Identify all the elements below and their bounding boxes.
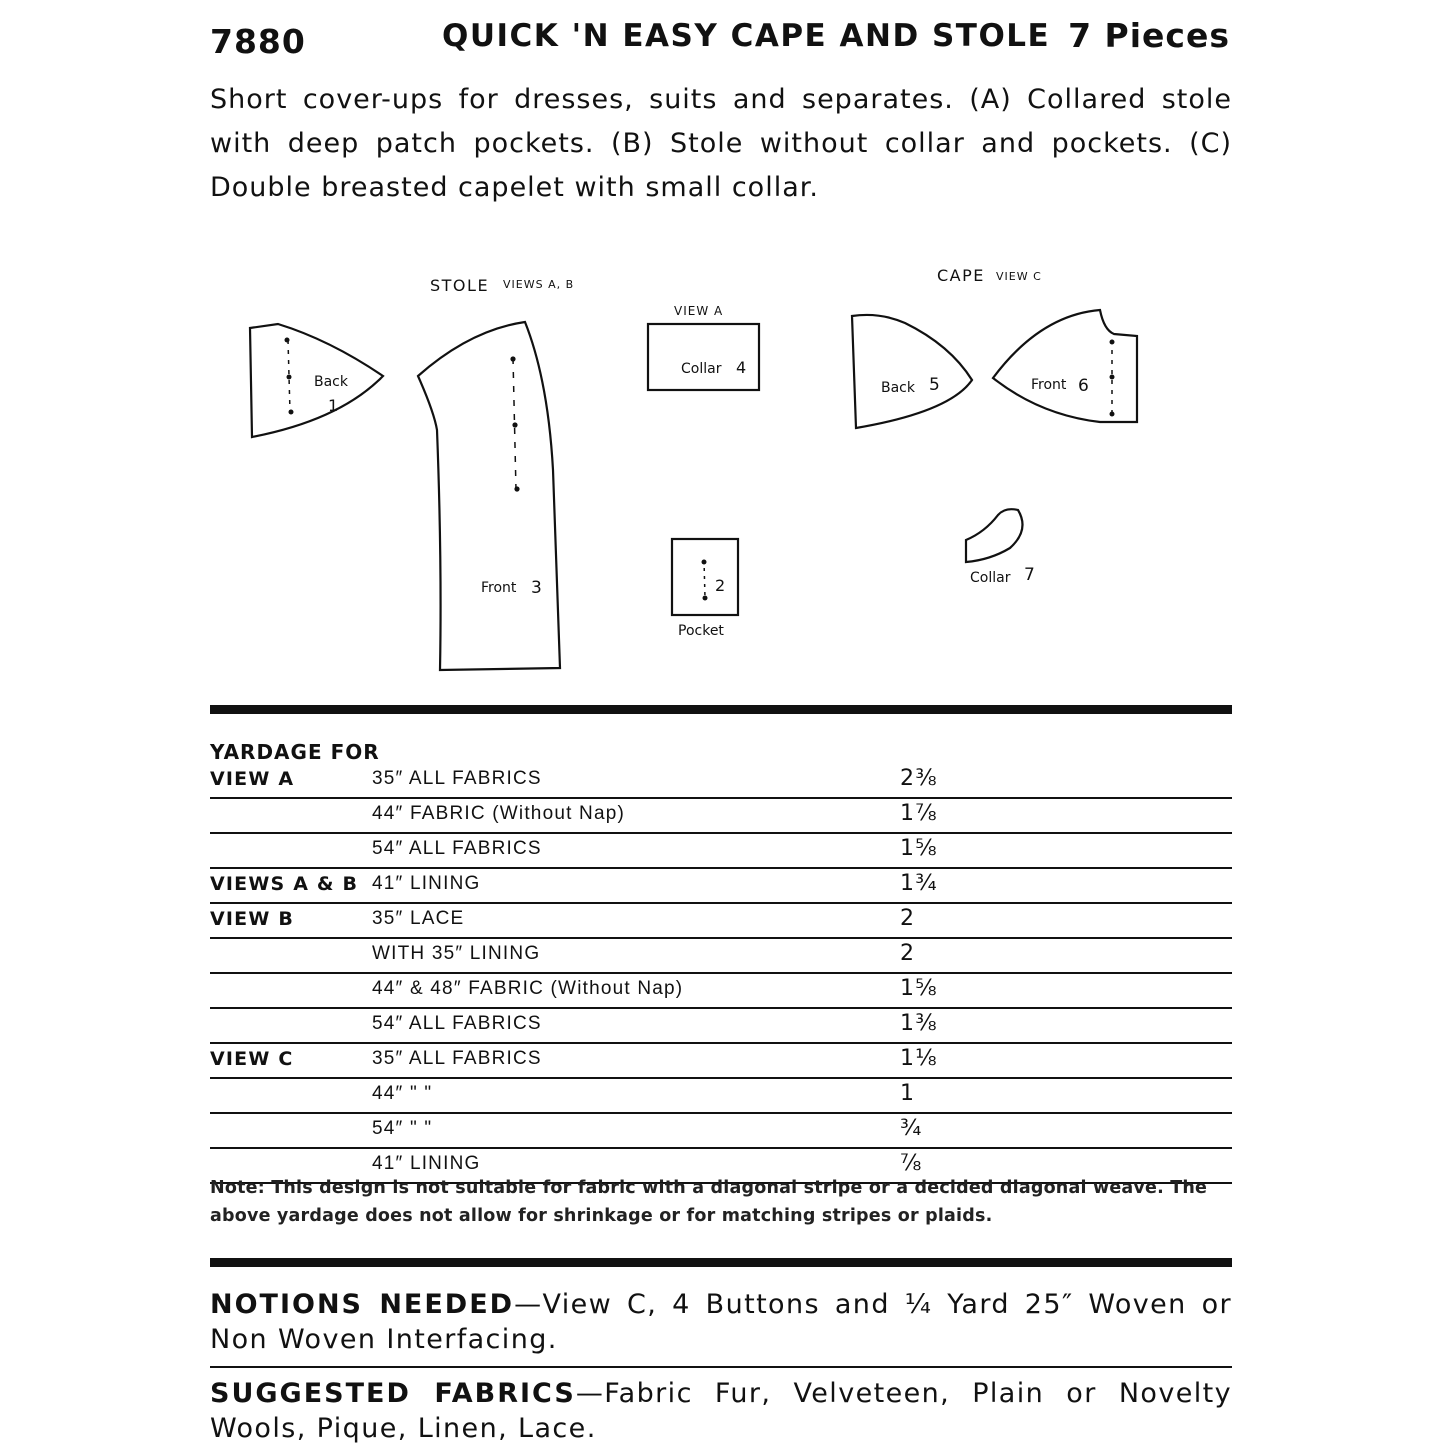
yardage-row	[210, 1009, 1232, 1044]
yardage-amount: 1⅝	[900, 836, 938, 861]
piece-front-6-outline	[993, 310, 1137, 422]
stole-label: STOLE	[430, 276, 490, 295]
yardage-table	[210, 764, 1232, 1184]
section-divider	[210, 705, 1232, 714]
piece-pocket-2-number: 2	[715, 576, 726, 595]
yardage-amount: 1¾	[900, 871, 938, 896]
yardage-note: Note: This design is not suitable for fabric with a diagonal stripe or a decided diagonal weave. The above yardage does not allow for shrinkage or for matching stripes or plaids.	[210, 1178, 1208, 1226]
piece-back-5-outline	[852, 315, 972, 428]
yardage-fabric: 41″ LINING	[372, 873, 481, 894]
yardage-row	[210, 939, 1232, 974]
yardage-view: VIEW B	[210, 908, 295, 930]
yardage-view: VIEW A	[210, 768, 295, 790]
yardage-fabric: 35″ LACE	[372, 908, 465, 929]
fabrics-heading: SUGGESTED FABRICS	[210, 1378, 576, 1409]
yardage-row	[210, 974, 1232, 1009]
piece-collar-7-name: Collar	[970, 570, 1011, 586]
yardage-amount: 1	[900, 1081, 916, 1106]
yardage-amount: 2	[900, 906, 916, 931]
piece-back-1-name: Back	[314, 374, 348, 390]
yardage-fabric: 35″ ALL FABRICS	[372, 1048, 542, 1069]
piece-back-5-name: Back	[881, 380, 915, 396]
yardage-amount: ¾	[900, 1116, 923, 1141]
yardage-amount: 1⅝	[900, 976, 938, 1001]
view-a-label: VIEW A	[674, 304, 724, 318]
yardage-amount: 1⅞	[900, 801, 938, 826]
piece-front-3-number: 3	[531, 578, 542, 598]
section-divider	[210, 1258, 1232, 1267]
yardage-fabric: 41″ LINING	[372, 1153, 481, 1174]
piece-collar-7-number: 7	[1024, 565, 1035, 585]
yardage-fabric: 44″ & 48″ FABRIC (Without Nap)	[372, 978, 684, 999]
pattern-pieces-diagram	[0, 250, 1445, 690]
piece-collar-4-outline	[648, 324, 759, 390]
yardage-heading: YARDAGE FOR	[210, 740, 380, 764]
yardage-row	[210, 1114, 1232, 1149]
piece-count: 7 Pieces	[1068, 16, 1230, 55]
yardage-fabric: WITH 35″ LINING	[372, 943, 541, 964]
piece-front-3-outline	[418, 322, 560, 670]
yardage-fabric: 54″ ALL FABRICS	[372, 1013, 542, 1034]
pattern-number: 7880	[210, 22, 306, 61]
notions-text: —View C, 4 Buttons and ¼ Yard 25″ Woven or Non Woven Interfacing.	[210, 1289, 1232, 1355]
yardage-row	[210, 1079, 1232, 1114]
piece-front-6-number: 6	[1078, 376, 1089, 396]
piece-back-1-number: 1	[328, 396, 339, 415]
yardage-amount: 1⅜	[900, 1011, 938, 1036]
yardage-fabric: 35″ ALL FABRICS	[372, 768, 542, 789]
piece-collar-7-outline	[966, 509, 1023, 562]
piece-collar-4-number: 4	[736, 358, 747, 377]
suggested-fabrics	[210, 1376, 1232, 1446]
yardage-row	[210, 764, 1232, 799]
yardage-view: VIEWS A & B	[210, 873, 359, 895]
stole-views-label: VIEWS A, B	[503, 278, 575, 291]
yardage-amount: 1⅛	[900, 1046, 938, 1071]
section-divider-thin	[210, 1366, 1232, 1368]
piece-collar-4-name: Collar	[681, 361, 722, 377]
yardage-fabric: 54″ " "	[372, 1118, 433, 1139]
piece-pocket-2-name: Pocket	[678, 623, 724, 639]
yardage-amount: 2⅜	[900, 766, 938, 791]
notions-heading: NOTIONS NEEDED	[210, 1289, 515, 1320]
notions-needed	[210, 1287, 1232, 1357]
yardage-fabric: 44″ FABRIC (Without Nap)	[372, 803, 626, 824]
yardage-row	[210, 799, 1232, 834]
yardage-amount: 2	[900, 941, 916, 966]
fabrics-text: —Fabric Fur, Velveteen, Plain or Novelty Wools, Pique, Linen, Lace.	[210, 1378, 1232, 1444]
yardage-row	[210, 904, 1232, 939]
yardage-row	[210, 834, 1232, 869]
cape-view-label: VIEW C	[996, 270, 1042, 283]
yardage-amount: ⅞	[900, 1151, 923, 1176]
pattern-title: QUICK 'N EASY CAPE AND STOLE	[442, 18, 1051, 54]
yardage-fabric: 44″ " "	[372, 1083, 433, 1104]
piece-front-6-name: Front	[1031, 377, 1067, 393]
cape-label: CAPE	[937, 266, 985, 285]
yardage-row	[210, 869, 1232, 904]
yardage-row	[210, 1044, 1232, 1079]
yardage-fabric: 54″ ALL FABRICS	[372, 838, 542, 859]
piece-front-3-name: Front	[481, 580, 517, 596]
pattern-description: Short cover-ups for dresses, suits and separates. (A) Collared stole with deep patch pockets. (B) Stole without collar and pockets. (C) Double breasted capelet with small collar.	[210, 84, 1232, 203]
piece-back-5-number: 5	[929, 375, 940, 395]
yardage-view: VIEW C	[210, 1048, 294, 1070]
